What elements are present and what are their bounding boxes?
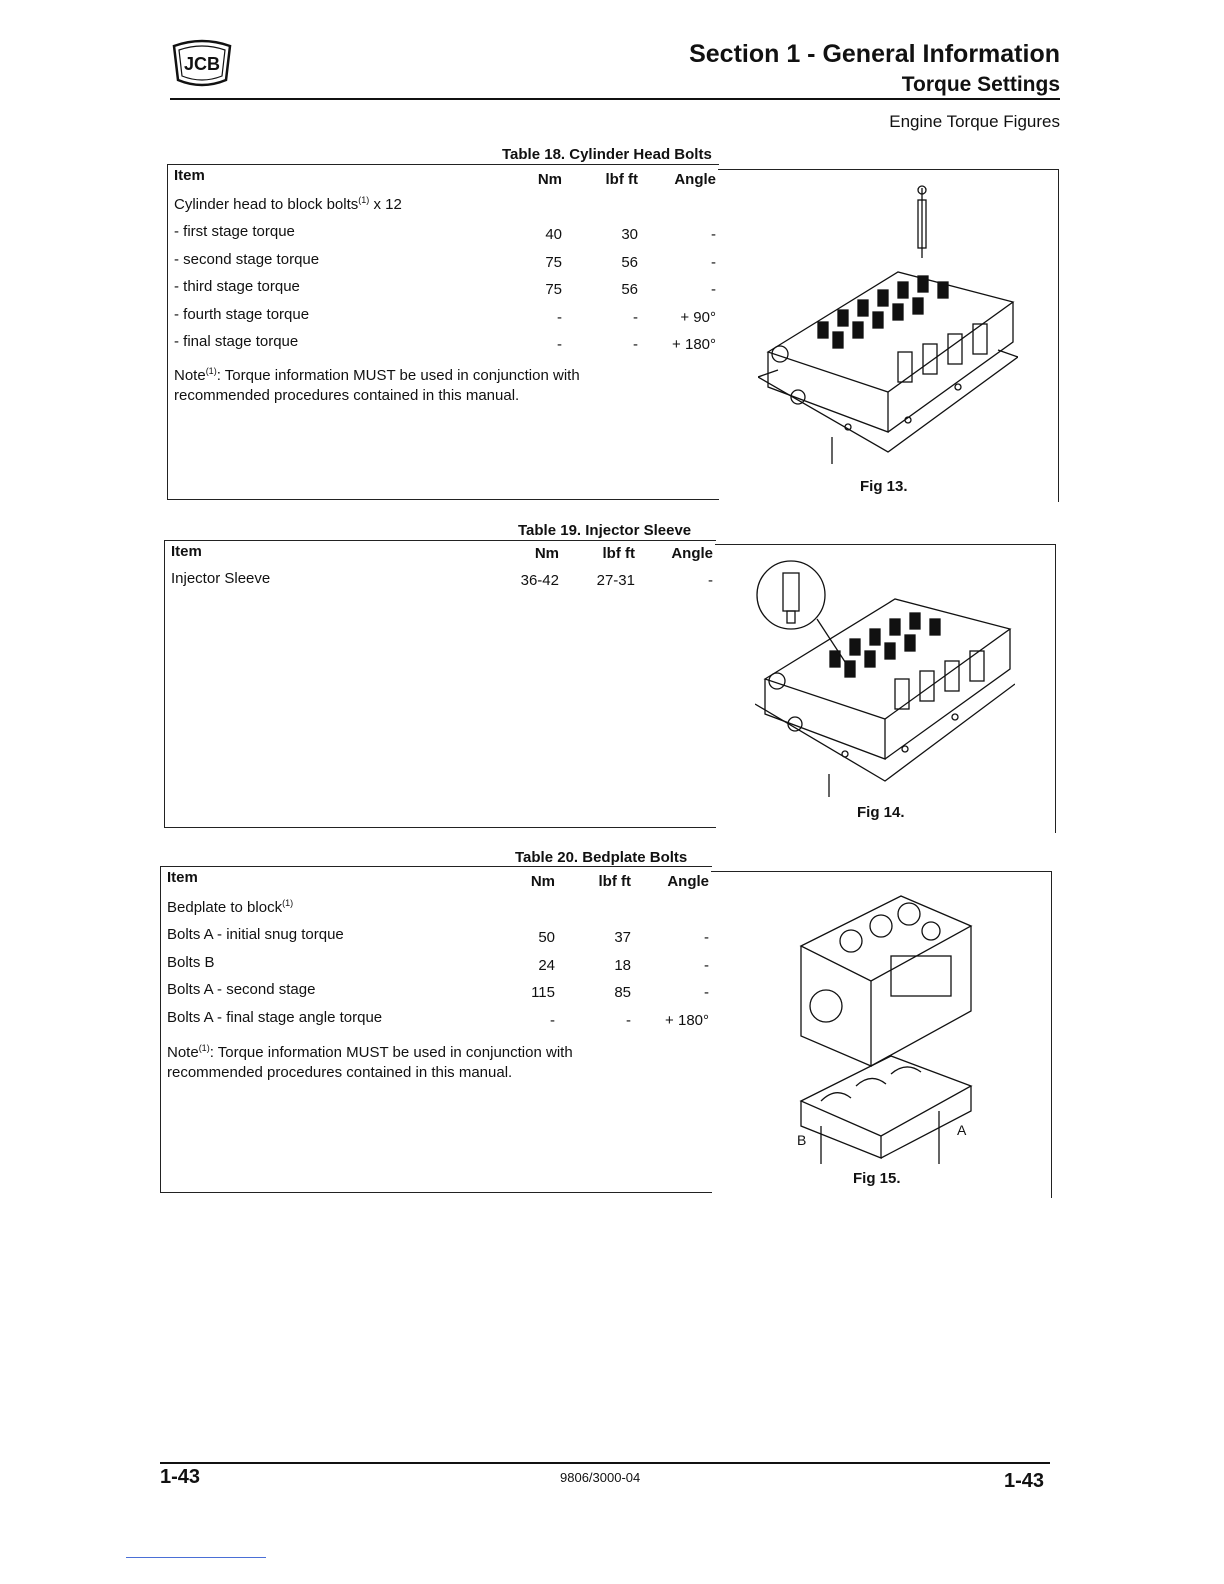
cell-lbf: 56 <box>621 281 638 298</box>
table-note: Note$^{(1)}$: Torque information MUST be used in conjunction with recommended procedures contained in this manual. <box>174 366 580 404</box>
cell-angle: - <box>704 984 709 1001</box>
cell-angle: - <box>711 226 716 243</box>
table-row: - final stage torque <box>174 333 299 350</box>
cell-lbf: - <box>633 336 638 353</box>
cell-nm: 24 <box>538 957 555 974</box>
table-row: Bolts A - final stage angle torque <box>167 1009 383 1026</box>
column-header-angle: Angle <box>671 545 713 562</box>
table-20-caption: Table 20. Bedplate Bolts <box>515 849 688 866</box>
table-row: - second stage torque <box>174 251 320 268</box>
cell-nm: - <box>557 336 562 353</box>
figure-14-label: Fig 14. <box>857 804 905 821</box>
column-header-lbf: lbf ft <box>602 545 635 562</box>
callout-a: A <box>957 1122 967 1138</box>
page-number-right: 1-43 <box>1004 1470 1045 1492</box>
cell-nm: 75 <box>545 281 562 298</box>
figure-15-frame <box>711 871 1052 1198</box>
column-header-angle: Angle <box>674 171 716 188</box>
cell-lbf: - <box>633 309 638 326</box>
table-19-caption: Table 19. Injector Sleeve <box>518 522 692 539</box>
cell-nm: 75 <box>545 254 562 271</box>
figure-14-frame <box>715 544 1056 833</box>
cell-nm: 115 <box>531 984 555 1001</box>
cell-lbf: 37 <box>614 929 631 946</box>
table-row-title: Bedplate to block$^{(1)}$ <box>167 898 294 916</box>
jcb-logo <box>170 36 234 88</box>
table-row-title: Cylinder head to block bolts$^{(1)}$ x 12 <box>174 195 402 213</box>
cell-lbf: 27-31 <box>596 572 635 589</box>
subsection-title: Torque Settings <box>901 73 1060 96</box>
table-row: - third stage torque <box>174 278 300 295</box>
page-section-label: Engine Torque Figures <box>889 112 1060 131</box>
cell-nm: - <box>550 1012 555 1029</box>
column-header-nm: Nm <box>537 171 562 188</box>
cell-angle: + 180° <box>665 1012 709 1029</box>
table-row: - fourth stage torque <box>174 306 310 323</box>
cell-angle: + 90° <box>680 309 716 326</box>
document-code: 9806/3000-04 <box>560 1470 641 1485</box>
cell-angle: + 180° <box>672 336 716 353</box>
column-header-lbf: lbf ft <box>598 873 631 890</box>
figure-15-label: Fig 15. <box>853 1170 901 1187</box>
page-number-left: 1-43 <box>160 1466 201 1488</box>
table-row: Bolts A - initial snug torque <box>167 926 344 943</box>
cell-lbf: 30 <box>621 226 638 243</box>
table-18 <box>167 164 719 500</box>
table-note: Note$^{(1)}$: Torque information MUST be used in conjunction with recommended procedures contained in this manual. <box>167 1043 573 1081</box>
column-header-item: Item <box>174 167 205 184</box>
table-18-caption: Table 18. Cylinder Head Bolts <box>502 146 712 163</box>
cell-lbf: 85 <box>614 984 631 1001</box>
column-header-item: Item <box>167 869 198 886</box>
table-row: Injector Sleeve <box>171 570 271 587</box>
scan-mark <box>126 1557 266 1558</box>
column-header-lbf: lbf ft <box>605 171 638 188</box>
column-header-angle: Angle <box>667 873 709 890</box>
footer-rule <box>160 1462 1050 1464</box>
cell-angle: - <box>704 929 709 946</box>
table-row: - first stage torque <box>174 223 295 240</box>
header-rule <box>170 98 1060 100</box>
table-20 <box>160 866 712 1193</box>
cylinder-head-illustration <box>758 182 1018 472</box>
injector-sleeve-illustration <box>755 559 1015 799</box>
table-row: Bolts B <box>167 954 215 971</box>
column-header-item: Item <box>171 543 202 560</box>
cell-lbf: 56 <box>621 254 638 271</box>
callout-b: B <box>797 1132 807 1148</box>
figure-13-frame <box>718 169 1059 502</box>
cell-nm: 50 <box>538 929 555 946</box>
table-row: Bolts A - second stage <box>167 981 316 998</box>
cell-angle: - <box>711 254 716 271</box>
table-19 <box>164 540 716 828</box>
section-title: Section 1 - General Information <box>689 40 1060 68</box>
cell-nm: 36-42 <box>520 572 559 589</box>
engine-block-illustration <box>781 886 981 1166</box>
figure-13-label: Fig 13. <box>860 478 908 495</box>
cell-lbf: - <box>626 1012 631 1029</box>
svg-text:JCB: JCB <box>183 54 221 74</box>
cell-nm: 40 <box>545 226 562 243</box>
column-header-nm: Nm <box>534 545 559 562</box>
cell-angle: - <box>708 572 713 589</box>
column-header-nm: Nm <box>530 873 555 890</box>
cell-angle: - <box>704 957 709 974</box>
cell-angle: - <box>711 281 716 298</box>
cell-nm: - <box>557 309 562 326</box>
cell-lbf: 18 <box>614 957 631 974</box>
